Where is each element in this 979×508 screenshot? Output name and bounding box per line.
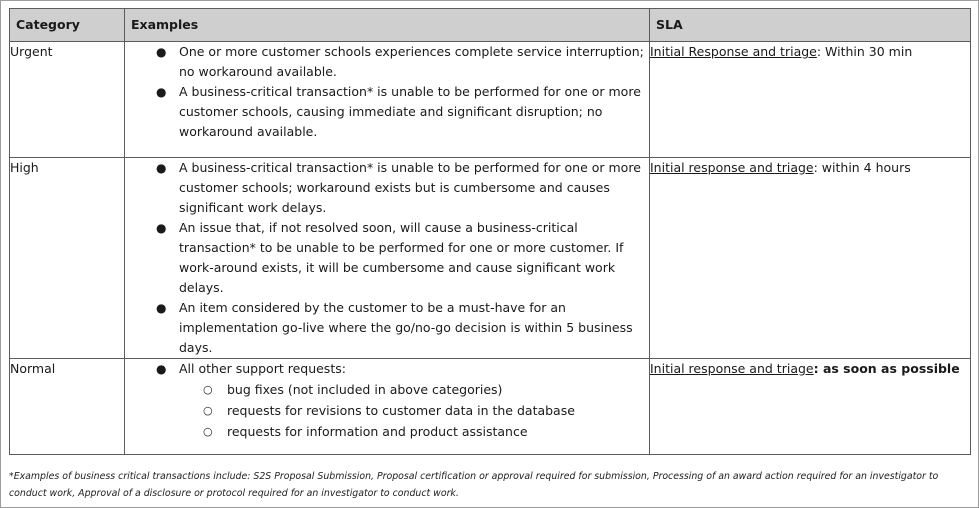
examples-cell <box>125 158 650 359</box>
hollow-bullet-icon: ○ <box>203 404 213 417</box>
examples-cell <box>125 42 650 158</box>
bullet-icon: ● <box>156 221 167 235</box>
example-text: A business-critical transaction* is unable to be performed for one or more customer schools, causing immediate and significant disruption; no workaround available. <box>179 84 641 139</box>
example-text: One or more customer schools experiences complete service interruption; no workaround available. <box>179 44 644 79</box>
sla-cell <box>650 42 971 158</box>
table-row-urgent <box>10 42 971 158</box>
header-row <box>10 9 971 42</box>
sla-cell <box>650 158 971 359</box>
bullet-icon: ● <box>156 362 167 376</box>
list-item <box>179 379 649 400</box>
hollow-bullet-icon: ○ <box>203 425 213 438</box>
header-examples: Examples <box>125 9 650 42</box>
list-item <box>125 158 649 218</box>
bullet-icon: ● <box>156 45 167 59</box>
category-cell: High <box>10 158 125 359</box>
sub-example-text: requests for revisions to customer data in the database <box>227 403 575 418</box>
sla-label: Initial response and triage <box>650 160 814 175</box>
list-item <box>179 400 649 421</box>
bullet-icon: ● <box>156 161 167 175</box>
examples-list <box>125 42 649 142</box>
footnote: *Examples of business critical transactions include: S2S Proposal Submission, Proposal certification or approval required for submission, Processing of an award action required for an investigator to conduct work, Approval of a disclosure or protocol required for an investigator to conduct work. <box>9 471 939 499</box>
list-item <box>125 218 649 298</box>
list-item <box>179 421 649 442</box>
header-sla: SLA <box>650 9 971 42</box>
hollow-bullet-icon: ○ <box>203 383 213 396</box>
examples-list <box>125 359 649 442</box>
example-text: An item considered by the customer to be a must-have for an implementation go-live where the go/no-go decision is within 5 business days. <box>179 300 633 355</box>
list-item <box>125 82 649 142</box>
sla-value: : Within 30 min <box>816 44 913 59</box>
category-cell: Normal <box>10 359 125 455</box>
example-text: A business-critical transaction* is unable to be performed for one or more customer schools; workaround exists but is cumbersome and causes significant work delays. <box>179 160 641 215</box>
sla-table <box>9 8 971 455</box>
list-item <box>125 359 649 442</box>
examples-cell <box>125 359 650 455</box>
header-category: Category <box>10 9 125 42</box>
example-text: An issue that, if not resolved soon, will cause a business-critical transaction* to be unable to be performed for one or more customer. If work-around exists, it will be cumbersome and cause significant work delays. <box>179 220 624 295</box>
category-cell: Urgent <box>10 42 125 158</box>
sla-value: : as soon as possible <box>813 361 960 376</box>
list-item <box>125 298 649 358</box>
list-item <box>125 42 649 82</box>
bullet-icon: ● <box>156 85 167 99</box>
table-row-high <box>10 158 971 359</box>
examples-list <box>125 158 649 358</box>
sub-example-text: bug fixes (not included in above categories) <box>227 382 503 397</box>
sla-label: Initial Response and triage <box>650 44 817 59</box>
sla-label: Initial response and triage <box>650 361 814 376</box>
example-text: All other support requests: <box>179 361 346 376</box>
sub-examples-list <box>179 379 649 442</box>
table-row-normal <box>10 359 971 455</box>
sub-example-text: requests for information and product assistance <box>227 424 528 439</box>
sla-value: : within 4 hours <box>813 160 911 175</box>
bullet-icon: ● <box>156 301 167 315</box>
sla-cell <box>650 359 971 455</box>
